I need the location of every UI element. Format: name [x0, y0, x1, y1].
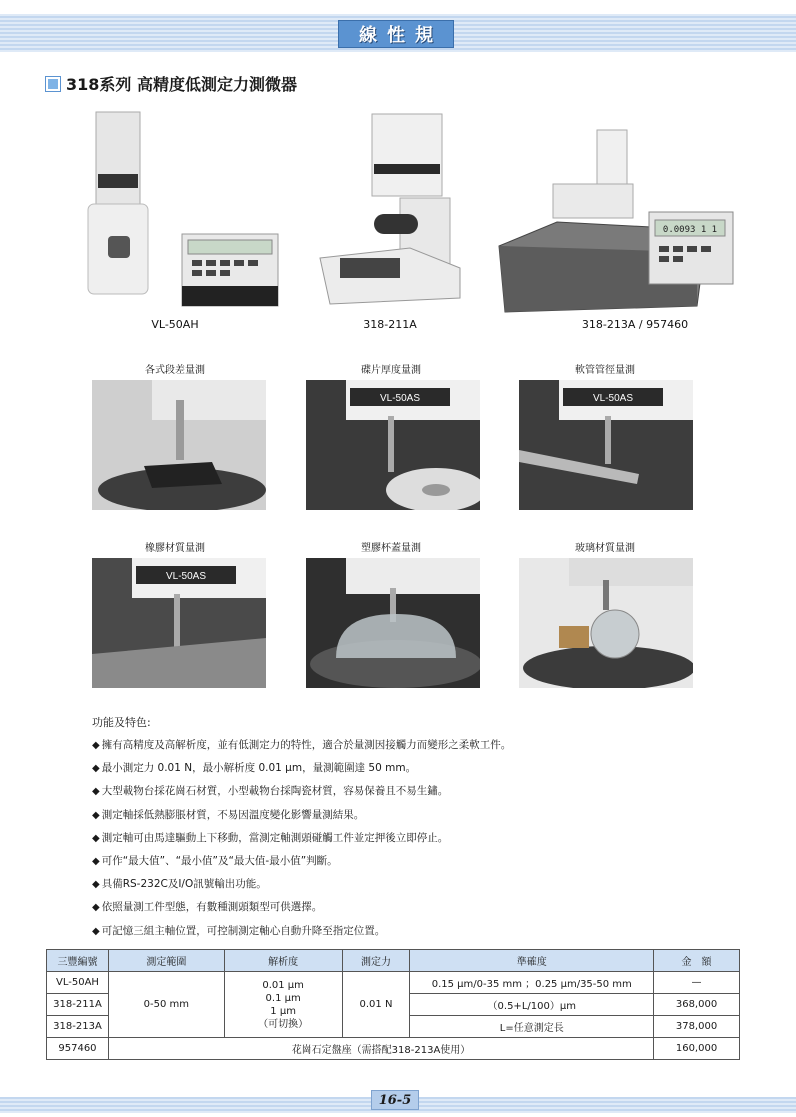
cell-code: VL-50AH — [47, 972, 109, 994]
app-label-glass: 玻璃材質量測 — [575, 543, 635, 554]
section-title: 318系列 高精度低測定力測微器 — [66, 75, 297, 94]
feature-item: ◆ 測定軸採低熱膨脹材質，不易因溫度變化影響量測結果。 — [92, 804, 652, 827]
table-row — [47, 972, 740, 994]
table-header-row — [47, 950, 740, 972]
cell-resolution: 0.01 µm 0.1 µm 1 µm （可切換） — [224, 972, 342, 1038]
feature-item: ◆ 測定軸可由馬達驅動上下移動，當測定軸測頭碰觸工件並定押後立即停止。 — [92, 827, 652, 850]
app-photo-glass — [519, 558, 693, 688]
feature-item: ◆ 最小測定力 0.01 N，最小解析度 0.01 µm，量測範圍達 50 mm。 — [92, 757, 652, 780]
app-label-step: 各式段差量測 — [145, 365, 205, 376]
feature-item: ◆ 可作“最大值”、“最小值”及“最大值-最小值”判斷。 — [92, 850, 652, 873]
diamond-bullet-icon: ◆ — [92, 902, 100, 914]
feature-item: ◆ 依照量測工件型態，有數種測頭類型可供選擇。 — [92, 896, 652, 919]
cell-code: 957460 — [47, 1038, 109, 1060]
page-number: 16-5 — [378, 1092, 412, 1108]
cell-accuracy: （0.5+L/100）µm — [410, 994, 654, 1016]
col-header-accuracy: 準確度 — [410, 950, 654, 972]
cell-force: 0.01 N — [342, 972, 410, 1038]
app-photo-step — [92, 380, 266, 510]
app-label-rubber: 橡膠材質量測 — [145, 543, 205, 554]
cell-price: 378,000 — [654, 1016, 740, 1038]
app-label-tube: 軟管管徑量測 — [575, 365, 635, 376]
features-list — [92, 734, 652, 943]
product-photo-318211a — [310, 108, 470, 308]
product-caption-318211a: 318-211A — [363, 318, 417, 331]
col-header-resolution: 解析度 — [224, 950, 342, 972]
spec-table — [46, 949, 740, 1060]
page-number-box — [371, 1090, 419, 1110]
device-label-rubber: VL-50AS — [165, 571, 207, 582]
page-title: 線性規 — [359, 25, 443, 46]
square-bullet-icon — [46, 77, 60, 91]
diamond-bullet-icon: ◆ — [92, 786, 100, 798]
feature-item: ◆ 可記憶三組主軸位置，可控制測定軸心自動升降至指定位置。 — [92, 920, 652, 943]
cell-accuracy: L=任意測定長 — [410, 1016, 654, 1038]
device-label-disc: VL-50AS — [379, 393, 421, 404]
product-caption-318213a: 318-213A / 957460 — [581, 318, 689, 331]
app-photo-rubber — [92, 558, 266, 688]
section-heading — [46, 72, 297, 95]
col-header-range: 測定範圍 — [108, 950, 224, 972]
app-label-cup: 塑膠杯蓋量測 — [361, 543, 421, 554]
diamond-bullet-icon: ◆ — [92, 832, 100, 844]
cell-accuracy: 0.15 µm/0-35 mm ；0.25 µm/35-50 mm — [410, 972, 654, 994]
cell-range: 0-50 mm — [108, 972, 224, 1038]
features-heading: 功能及特色: — [92, 716, 151, 729]
col-header-price: 金 額 — [654, 950, 740, 972]
product-caption-vl50ah: VL-50AH — [151, 318, 199, 331]
app-photo-tube — [519, 380, 693, 510]
device-label-tube: VL-50AS — [592, 393, 634, 404]
header-title-box — [338, 20, 454, 48]
diamond-bullet-icon: ◆ — [92, 740, 100, 751]
table-row — [47, 1038, 740, 1060]
app-label-disc: 碟片厚度量測 — [361, 365, 421, 376]
vl50ah-illustration — [78, 104, 283, 312]
cell-code: 318-211A — [47, 994, 109, 1016]
feature-item: ◆ 大型載物台採花崗石材質，小型載物台採陶瓷材質，容易保養且不易生鏽。 — [92, 780, 652, 803]
display-readout: 0.0093 1 1 — [662, 225, 718, 235]
feature-item: ◆ 擁有高精度及高解析度，並有低測定力的特性，適合於量測因接觸力而變形之柔軟工件。 — [92, 734, 652, 757]
diamond-bullet-icon: ◆ — [92, 925, 100, 937]
col-header-force: 測定力 — [342, 950, 410, 972]
cell-price: 160,000 — [654, 1038, 740, 1060]
feature-item: ◆ 具備RS-232C及I/O訊號輸出功能。 — [92, 873, 652, 896]
diamond-bullet-icon: ◆ — [92, 809, 100, 821]
product-photo-318213a — [497, 126, 742, 316]
app-photo-cup — [306, 558, 480, 688]
product-photo-vl50ah — [78, 104, 283, 312]
cell-price: 368,000 — [654, 994, 740, 1016]
col-header-code: 三豐編號 — [47, 950, 109, 972]
318213a-illustration — [497, 126, 742, 316]
cell-code: 318-213A — [47, 1016, 109, 1038]
diamond-bullet-icon: ◆ — [92, 879, 100, 891]
diamond-bullet-icon: ◆ — [92, 763, 100, 775]
318211a-illustration — [310, 108, 470, 308]
app-photo-disc — [306, 380, 480, 510]
cell-price: — — [654, 972, 740, 994]
cell-description: 花崗石定盤座（需搭配318-213A使用） — [108, 1038, 653, 1060]
diamond-bullet-icon: ◆ — [92, 856, 100, 868]
